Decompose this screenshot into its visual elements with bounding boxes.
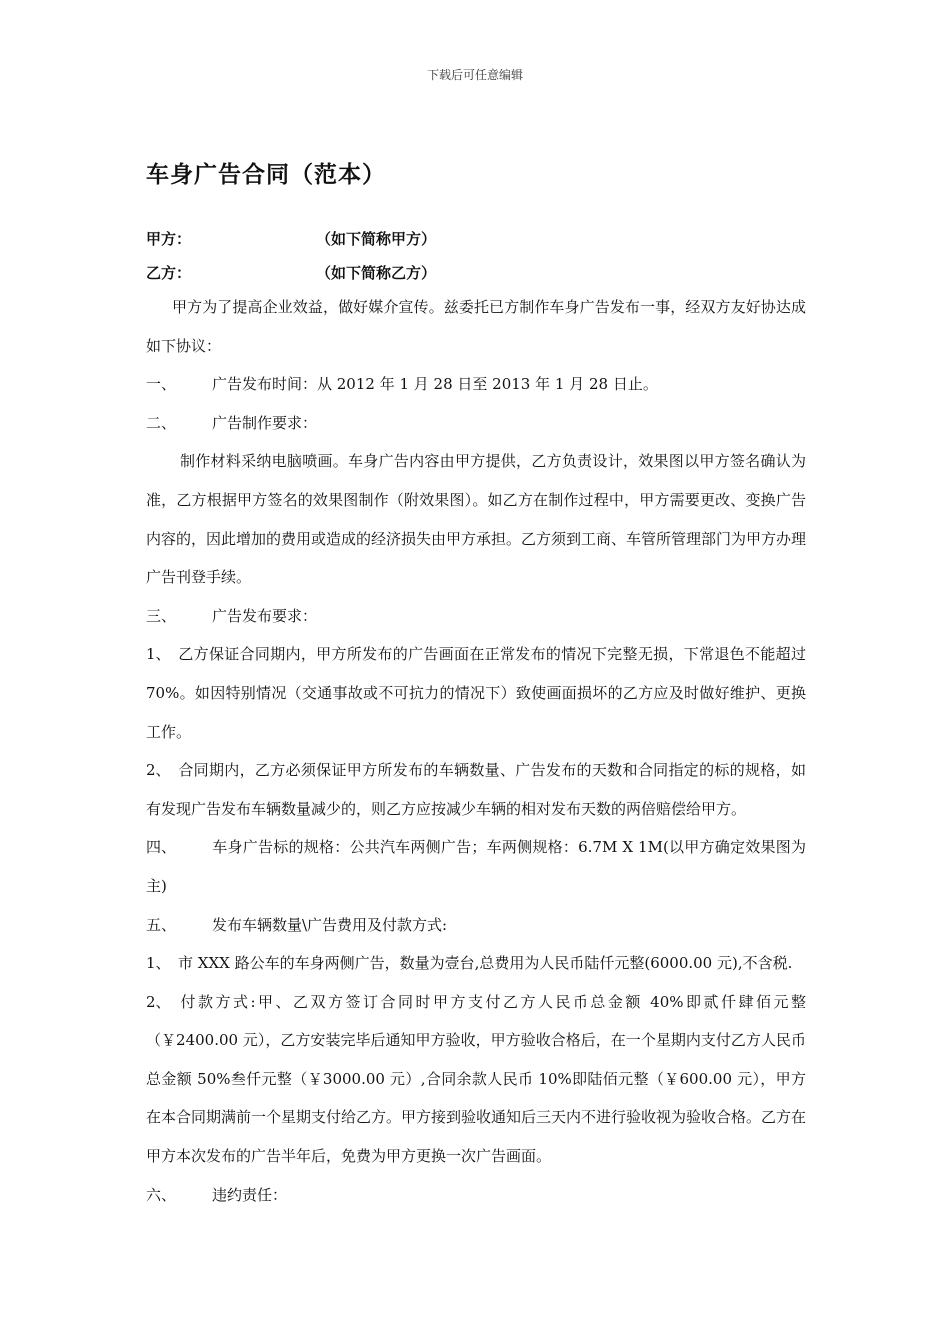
party-a-line <box>146 228 437 249</box>
document-title: 车身广告合同（范本） <box>146 162 386 188</box>
section-5-text: 发布车辆数量\广告费用及付款方式: <box>212 915 448 934</box>
intro-paragraph: 甲方为了提高企业效益，做好媒介宣传。兹委托已方制作车身广告发布一事，经双方友好协达成如下协议： <box>146 298 806 355</box>
section-1-text: 广告发布时间：从 2012 年 1 月 28 日至 2013 年 1 月 28 日止。 <box>212 375 658 394</box>
page-header: 下载后可任意编辑 <box>426 68 523 82</box>
section-2-body: 制作材料采纳电脑喷画。车身广告内容由甲方提供，乙方负责设计，效果图以甲方签名确认为准，乙方根据甲方签名的效果图制作（附效果图）。如乙方在制作过程中，甲方需要更改、变换广告内容的，因此增加的费用或造成的经济损失由甲方承担。乙方须到工商、车管所管理部门为甲方办理广告刊登手续。 <box>146 452 807 587</box>
section-5-item-2-text: 付款方式:甲、乙双方签订合同时甲方支付乙方人民币总金额 40%即贰仟肆佰元整（￥2400.00 元），乙方安装完毕后通知甲方验收，甲方验收合格后，在一个星期内支付乙方人民币总金额 50%叁仟元整（￥3000.00 元）,合同余款人民币 10%即陆佰元整（￥600.00 元），甲方在本合同期满前一个星期支付给乙方。甲方接到验收通知后三天内不进行验收视为验收合格。乙方在甲方本次发布的广告半年后，免费为甲方更换一次广告画面。 <box>146 992 807 1166</box>
section-3 <box>146 597 806 636</box>
section-4-number: 四、 <box>146 838 177 857</box>
party-b-label: 乙方： <box>146 264 192 282</box>
party-b-line <box>146 262 437 283</box>
section-2-number: 二、 <box>146 413 177 432</box>
section-5 <box>146 906 806 945</box>
section-4 <box>146 828 806 905</box>
section-2 <box>146 404 806 443</box>
section-3-text: 广告发布要求： <box>212 606 318 625</box>
section-5-item-1 <box>146 944 806 983</box>
section-4-text: 车身广告标的规格：公共汽车两侧广告；车两侧规格：6.7M X 1M(以甲方确定效果图为主) <box>146 838 806 895</box>
section-6-number: 六、 <box>146 1185 177 1204</box>
section-3-item-1 <box>146 635 806 751</box>
contract-body <box>146 288 806 1214</box>
section-2-text: 广告制作要求： <box>212 413 318 432</box>
section-3-item-1-number: 1、 <box>146 645 171 664</box>
party-a-abbr: （如下简称甲方） <box>316 230 437 248</box>
section-5-item-1-number: 1、 <box>146 954 171 973</box>
section-3-item-1-text: 乙方保证合同期内，甲方所发布的广告画面在正常发布的情况下完整无损，下常退色不能超过 70%。如因特别情况（交通事故或不可抗力的情况下）致使画面损坏的乙方应及时做好维护、更换工作。 <box>146 645 806 741</box>
section-1-number: 一、 <box>146 375 177 394</box>
section-5-item-2-number: 2、 <box>146 992 171 1011</box>
section-3-number: 三、 <box>146 606 177 625</box>
party-a-label: 甲方： <box>146 230 192 248</box>
section-3-item-2 <box>146 751 806 828</box>
section-6 <box>146 1176 806 1215</box>
section-5-number: 五、 <box>146 915 177 934</box>
section-3-item-2-number: 2、 <box>146 761 171 780</box>
party-b-abbr: （如下简称乙方） <box>316 264 437 282</box>
section-3-item-2-text: 合同期内，乙方必须保证甲方所发布的车辆数量、广告发布的天数和合同指定的标的规格，如有发现广告发布车辆数量减少的，则乙方应按减少车辆的相对发布天数的两倍赔偿给甲方。 <box>146 761 806 818</box>
section-5-item-2 <box>146 983 806 1176</box>
section-1 <box>146 365 806 404</box>
section-6-text: 违约责任： <box>212 1185 288 1204</box>
section-5-item-1-text: 市 XXX 路公车的车身两侧广告，数量为壹台,总费用为人民币陆仟元整(6000.00 元),不含税. <box>178 954 793 973</box>
